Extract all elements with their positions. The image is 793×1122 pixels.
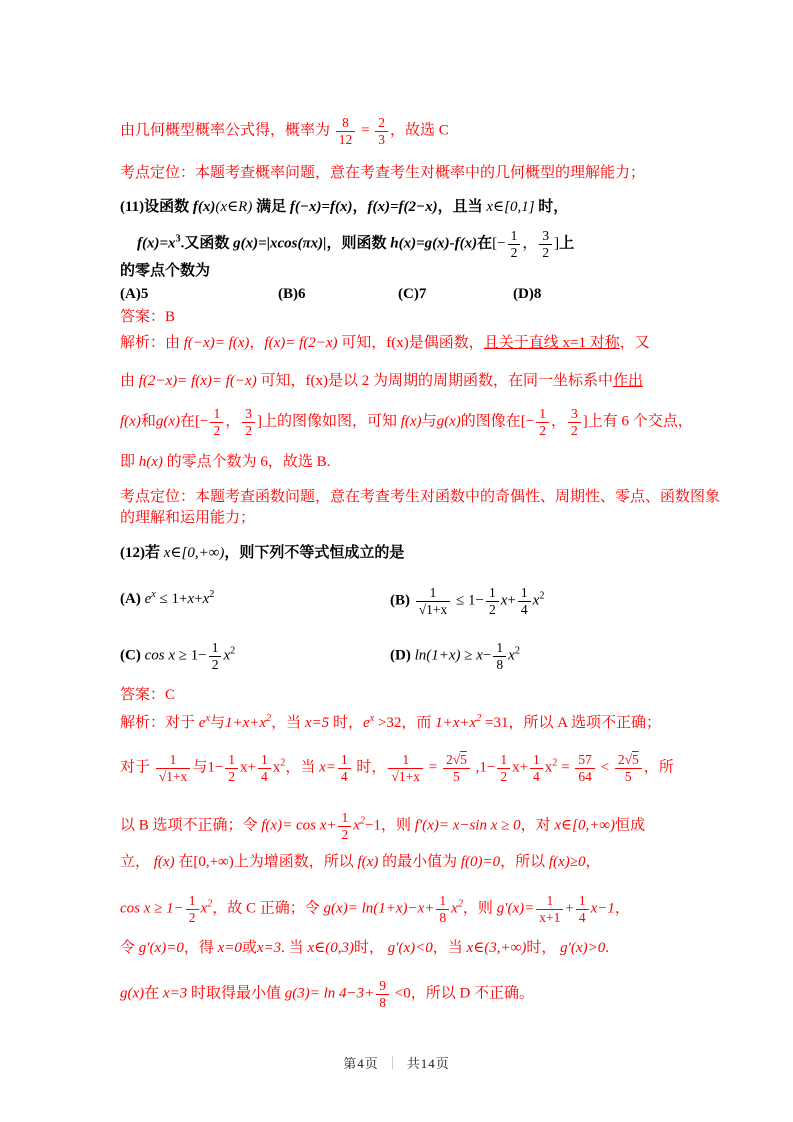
text-segment: 2 (359, 815, 365, 827)
text-segment: x (200, 900, 208, 917)
text-segment: ]上的图像如图，可知 (256, 413, 401, 430)
text-segment: 的理解和运用能力； (120, 510, 256, 526)
text-segment: x (205, 713, 210, 724)
text-segment: 与 (421, 413, 437, 430)
text-segment: ] (554, 235, 560, 252)
text-segment: − (482, 647, 492, 664)
text-line (120, 588, 214, 610)
text-segment: x (476, 647, 483, 664)
text-segment: ，当 (432, 940, 467, 956)
text-segment: < (596, 759, 613, 776)
text-line (120, 197, 568, 218)
text-segment: ， (522, 235, 538, 252)
text-segment: f(−x)= f(x) (183, 335, 250, 351)
text-segment: g(x)= ln(1+x)−x+ (323, 900, 435, 917)
text-line (120, 810, 645, 842)
text-segment: 的零点个数为 (120, 263, 211, 279)
text-segment: x (544, 759, 553, 776)
text-segment: >32，而 (374, 715, 436, 731)
text-segment: ，当 (271, 715, 305, 731)
text-segment: ，当 (285, 759, 320, 776)
text-segment: 对于 (120, 759, 154, 776)
text-line (120, 452, 330, 473)
text-segment: ， (614, 900, 630, 917)
text-segment: g(x) (155, 413, 180, 430)
text-segment: x−1 (590, 900, 615, 917)
fraction: $\frac{1}{2}$ (210, 406, 223, 438)
text-segment: g(x) (436, 413, 461, 430)
text-segment: x∈(0,3) (307, 940, 354, 956)
text-line (120, 640, 235, 672)
text-segment: f(x)=x (137, 235, 176, 252)
text-line (137, 228, 574, 260)
text-segment: 考点定位：本题考查函数问题，意在考查考生对函数中的奇偶性、周期性、零点、函数图象 (120, 489, 721, 505)
text-line (120, 978, 534, 1010)
text-segment: = (357, 122, 374, 139)
text-segment: 可知，f(x)是以 2 为周期的周期函数，在同一坐标系中 (256, 373, 613, 389)
text-segment: . (605, 940, 609, 956)
text-segment: √ (158, 768, 167, 784)
text-segment: x∈[0,+∞) (163, 545, 225, 561)
text-segment: ，且当 (437, 199, 487, 215)
text-segment: x=3 (256, 940, 282, 956)
math-group (391, 769, 420, 784)
text-line (120, 752, 674, 784)
text-segment: 答案：B (120, 309, 176, 325)
fraction: $\frac{1}{√1+x}$ (388, 752, 423, 784)
text-segment: e (144, 591, 152, 607)
text-segment: .又函数 (180, 235, 234, 252)
text-segment: −1，则 (365, 817, 415, 834)
text-segment: ，则函数 (326, 235, 391, 252)
text-segment: 且关于直线 x=1 对称 (483, 335, 620, 351)
text-segment: x∈(3,+∞) (466, 940, 527, 956)
text-segment: ，又 (619, 335, 650, 351)
document-content (120, 0, 721, 1122)
text-segment: g′(x)=0 (138, 940, 184, 956)
text-segment: 5 (632, 752, 639, 767)
text-segment: x=5 (304, 715, 330, 731)
text-segment: ≥ 1− (174, 647, 207, 664)
fraction: $\frac{1}{4}$ (576, 893, 589, 925)
text-segment: 由 (120, 373, 139, 389)
text-segment: f(x) (357, 854, 379, 870)
text-segment: g′(x)>0 (560, 940, 606, 956)
text-segment: 2 (207, 898, 213, 910)
text-segment: 1− (207, 759, 224, 776)
text-line (120, 163, 645, 184)
text-segment: f(x) (120, 413, 141, 430)
text-line (120, 371, 643, 392)
text-segment: (D)8 (513, 286, 542, 302)
fraction: $\frac{1}{2}$ (486, 585, 499, 617)
text-line (120, 284, 148, 305)
text-line (120, 115, 449, 147)
text-segment: (11)设函数 (120, 199, 193, 215)
fraction: $\frac{1}{2}$ (186, 893, 199, 925)
text-segment: 时， (329, 715, 363, 731)
text-segment: ，则 (462, 900, 497, 917)
text-segment: ， (550, 413, 566, 430)
text-segment: <0，所以 D 不正确。 (391, 985, 535, 1002)
text-segment: 时， (526, 940, 561, 956)
text-segment: h(x) (138, 454, 163, 470)
text-segment: g′(x)= (496, 900, 535, 917)
text-segment: 1+x (166, 768, 188, 784)
text-segment: 立， (120, 854, 154, 870)
text-segment: (B)6 (278, 286, 306, 302)
fraction: $\frac{2√5}{5}$ (615, 752, 642, 784)
fraction: $\frac{1}{4}$ (338, 752, 351, 784)
fraction: $\frac{9}{8}$ (376, 978, 389, 1010)
text-segment: ≤ 1+ (155, 591, 188, 607)
text-segment: (B) (390, 592, 414, 609)
text-line (120, 938, 609, 959)
text-segment: 以 B 选项不正确；令 (120, 817, 262, 834)
text-segment: 2 (514, 645, 520, 657)
text-segment: x (202, 591, 210, 607)
text-segment: 答案：C (120, 687, 176, 703)
text-segment: = (557, 759, 574, 776)
text-segment: x+ (512, 759, 529, 776)
text-segment: 可知，f(x)是偶函数， (337, 335, 484, 351)
text-segment: 时， (352, 759, 387, 776)
text-segment: 的图像在[− (460, 413, 535, 430)
text-segment: ln(1+x) (414, 647, 461, 664)
text-line (120, 685, 175, 706)
text-line (120, 543, 404, 564)
text-segment: x=0 (217, 940, 242, 956)
text-segment: (12)若 (120, 545, 164, 561)
text-segment: g(3)= ln 4−3+ (284, 985, 375, 1002)
text-segment: x∈[0,1] (486, 199, 535, 215)
text-segment: 解析：对于 (120, 715, 199, 731)
text-segment: x (187, 591, 195, 607)
text-segment: g(x) (120, 985, 145, 1002)
fraction: $\frac{1}{2}$ (338, 810, 351, 842)
text-segment: 恒成 (615, 817, 646, 834)
math-group (419, 602, 448, 617)
text-segment: f(−x)=f(x) (289, 199, 353, 215)
text-segment: + (565, 900, 574, 917)
text-segment: ， (585, 854, 601, 870)
text-segment: ，所以 (500, 854, 549, 870)
text-segment: f(x)≥0 (548, 854, 586, 870)
text-segment: (C) (120, 647, 145, 664)
text-segment: ]上有 6 个交点， (582, 413, 693, 430)
text-segment: ≤ 1− (452, 592, 484, 609)
text-segment: √ (418, 601, 427, 617)
fraction: $\frac{1}{x+1}$ (536, 893, 563, 925)
text-segment: x (500, 592, 508, 609)
text-segment: 1+x+x (435, 715, 477, 731)
text-segment: g′(x)<0 (387, 940, 433, 956)
text-line (120, 712, 661, 734)
text-segment: . 当 (281, 940, 308, 956)
text-segment: 在 (144, 985, 163, 1002)
text-segment: 2 (552, 757, 558, 769)
fraction: $\frac{3}{2}$ (539, 228, 552, 260)
text-segment: ， (225, 413, 241, 430)
text-segment: 与 (209, 715, 225, 731)
text-segment: 时， (353, 940, 388, 956)
text-segment: x (151, 589, 156, 600)
text-segment: ≥ (460, 647, 477, 664)
text-segment: f′(x)= x−sin x ≥ 0 (414, 817, 521, 834)
fraction: $\frac{1}{8}$ (493, 640, 506, 672)
text-segment: √ (391, 768, 399, 784)
text-segment: 和 (140, 413, 156, 430)
text-segment: x (369, 713, 375, 724)
text-segment: f(x) (192, 199, 216, 215)
text-segment: 即 (120, 454, 139, 470)
fraction: $\frac{1}{2}$ (209, 640, 222, 672)
fraction: $\frac{1}{2}$ (536, 406, 549, 438)
fraction: $\frac{3}{2}$ (568, 406, 581, 438)
text-segment: ， (249, 335, 265, 351)
text-segment: 2 (539, 590, 545, 602)
text-segment: x= (319, 759, 336, 776)
text-segment: 3 (175, 233, 181, 245)
text-segment: 作出 (612, 373, 643, 389)
text-segment: ，则下列不等式恒成立的是 (224, 545, 405, 561)
text-line (120, 893, 630, 925)
text-segment: 2 (266, 713, 272, 724)
footer-separator: ｜ (385, 1056, 400, 1071)
text-segment: 5 (460, 752, 467, 767)
footer-total-pages: 共14页 (406, 1056, 450, 1071)
footer-page-number: 第4页 (343, 1056, 379, 1071)
text-segment: ，故 C 正确；令 (212, 900, 324, 917)
text-segment: 在[0,+∞)上为增函数，所以 (174, 854, 358, 870)
text-segment: 时取得最小值 (187, 985, 285, 1002)
text-segment: x (353, 817, 360, 834)
text-segment: x (508, 647, 515, 664)
text-segment: 1+x (426, 601, 448, 617)
text-segment: f(x)= cos x+ (261, 817, 337, 834)
fraction: $\frac{1}{√1+x}$ (416, 585, 451, 617)
text-segment: = (424, 759, 441, 776)
text-segment: 2√ (617, 752, 632, 767)
text-segment: x (532, 592, 540, 609)
text-segment: 在 (477, 235, 493, 252)
text-segment: x+ (240, 759, 257, 776)
text-segment: 1+x+x (224, 715, 267, 731)
text-segment: ，故选 C (389, 122, 449, 139)
text-segment: cos x (144, 647, 175, 664)
text-segment: 2 (476, 713, 482, 724)
text-segment: (A)5 (120, 286, 149, 302)
text-segment: f(0)=0 (460, 854, 501, 870)
text-segment: x (451, 900, 458, 917)
math-group (446, 752, 467, 767)
text-segment: f(x)= f(2−x) (264, 335, 338, 351)
text-segment: (x∈R) (215, 199, 253, 215)
text-segment: 的零点个数为 6，故选 B. (162, 454, 331, 470)
text-segment: ， (352, 199, 368, 215)
text-segment: cos x ≥ 1− (120, 900, 184, 917)
text-segment: 2 (230, 645, 236, 657)
text-segment: 在[− (180, 413, 209, 430)
text-line (390, 585, 544, 617)
text-segment: + (507, 592, 516, 609)
text-segment: h(x)=g(x)-f(x) (390, 235, 478, 252)
text-segment: g(x)=|xcos(πx)| (233, 235, 327, 252)
text-segment: 1+x (398, 768, 420, 784)
text-segment: (C)7 (398, 286, 427, 302)
fraction: $\frac{2}{3}$ (375, 115, 388, 147)
text-segment: 与 (192, 759, 208, 776)
fraction: $\frac{1}{2}$ (225, 752, 238, 784)
fraction: $\frac{1}{2}$ (508, 228, 521, 260)
text-segment: 令 (120, 940, 139, 956)
text-line (398, 284, 426, 305)
text-segment: 满足 (252, 199, 290, 215)
text-segment: e (362, 715, 370, 731)
text-segment: f(x)=f(2−x) (367, 199, 438, 215)
text-segment: 2 (280, 757, 286, 769)
text-segment: 考点定位：本题考查概率问题，意在考查考生对概率中的几何概型的理解能力； (120, 165, 646, 181)
text-segment: ，得 (183, 940, 218, 956)
fraction: $\frac{8}{12}$ (336, 115, 356, 147)
text-segment: 2 (457, 898, 463, 910)
text-segment: ,1− (471, 759, 496, 776)
text-segment: x (272, 759, 281, 776)
fraction: $\frac{1}{4}$ (518, 585, 531, 617)
text-line (120, 487, 720, 508)
text-line (120, 333, 650, 354)
text-line (513, 284, 541, 305)
text-segment: 时， (534, 199, 569, 215)
text-line (278, 284, 306, 305)
text-segment: f(x) (153, 854, 175, 870)
fraction: $\frac{2√5}{5}$ (443, 752, 470, 784)
text-line (120, 307, 175, 328)
text-line (390, 640, 520, 672)
text-segment: ，对 (520, 817, 555, 834)
text-line (120, 406, 693, 438)
text-line (120, 261, 210, 282)
text-segment: e (198, 715, 206, 731)
text-segment: 2√ (445, 752, 461, 767)
text-segment: 由几何概型概率公式得，概率为 (120, 122, 334, 139)
text-segment: f(2−x)= f(x)= f(−x) (138, 373, 257, 389)
page-footer (0, 1053, 793, 1072)
text-segment: (A) (120, 591, 145, 607)
text-segment: f(x) (400, 413, 422, 430)
text-segment: ，所 (643, 759, 674, 776)
text-segment: x (223, 647, 231, 664)
text-segment: =31，所以 A 选项不正确； (481, 715, 661, 731)
fraction: $\frac{1}{2}$ (497, 752, 510, 784)
fraction: $\frac{1}{4}$ (258, 752, 271, 784)
text-segment: 或 (241, 940, 257, 956)
text-segment: 的最小值为 (378, 854, 461, 870)
fraction: $\frac{1}{8}$ (436, 893, 449, 925)
text-segment: [− (492, 235, 506, 252)
text-segment: 2 (209, 589, 215, 600)
text-segment: x=3 (162, 985, 188, 1002)
text-segment: + (194, 591, 203, 607)
text-segment: 上 (559, 235, 575, 252)
text-line (120, 852, 600, 873)
text-segment: 解析：由 (120, 335, 184, 351)
fraction: $\frac{1}{4}$ (530, 752, 543, 784)
fraction: $\frac{3}{2}$ (242, 406, 255, 438)
math-group (159, 769, 188, 784)
fraction: $\frac{57}{64}$ (575, 752, 595, 784)
text-segment: x∈[0,+∞) (554, 817, 616, 834)
fraction: $\frac{1}{√1+x}$ (156, 752, 191, 784)
math-group (618, 752, 639, 767)
text-segment: (D) (390, 647, 415, 664)
text-line (120, 508, 255, 529)
